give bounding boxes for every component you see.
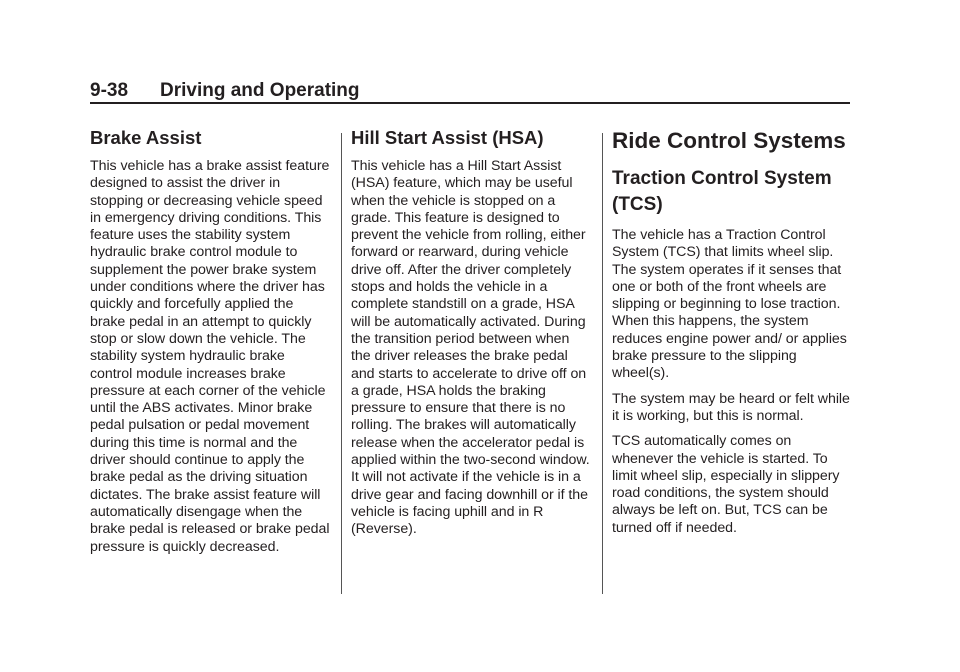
running-section-title: Driving and Operating xyxy=(160,80,360,101)
column-divider xyxy=(341,133,342,594)
paragraph: TCS automatically comes on whenever the vehicle is started. To limit wheel slip, especially in slippery road conditions, the system should always be left on. But, TCS can be turned off if needed. xyxy=(612,433,840,536)
column-divider xyxy=(602,133,603,594)
header-rule xyxy=(90,102,850,104)
heading-traction-control-system: Traction Control System (TCS) xyxy=(612,168,832,215)
paragraph: The vehicle has a Traction Control System (TCS) that limits wheel slip. The system operates if it senses that one or both of the front wheels are slipping or beginning to lose traction. When this happens, the system reduces engine power and/ or applies brake pressure to the slipping wheel(s). xyxy=(612,227,847,382)
column-hill-start-assist xyxy=(351,127,591,547)
paragraph: The system may be heard or felt while it is working, but this is normal. xyxy=(612,390,850,424)
page-number: 9-38 xyxy=(90,80,129,101)
column-ride-control xyxy=(612,127,852,545)
paragraph: This vehicle has a Hill Start Assist (HSA) feature, which may be useful when the vehicle is stopped on a grade. This feature is designed to prevent the vehicle from rolling, either forward or rearward, during vehicle drive off. After the driver completely stops and holds the vehicle in a complete standstill on a grade, HSA will be automatically activated. During the transition period between when the driver releases the brake pedal and starts to accelerate to drive off on a grade, HSA holds the braking pressure to ensure that there is no rolling. The brakes will automatically release when the accelerator pedal is applied within the two-second window. It will not activate if the vehicle is in a drive gear and facing downhill or if the vehicle is facing uphill and in R (Reverse). xyxy=(351,158,590,538)
paragraph: This vehicle has a brake assist feature designed to assist the driver in stopping or decreasing vehicle speed in emergency driving conditions. This feature uses the stability system hydraulic brake control module to supplement the power brake system under conditions where the driver has quickly and forcefully applied the brake pedal in an attempt to quickly stop or slow down the vehicle. The stability system hydraulic brake control module increases brake pressure at each corner of the vehicle until the ABS activates. Minor brake pedal pulsation or pedal movement during this time is normal and the driver should continue to apply the brake pedal as the driving situation dictates. The brake assist feature will automatically disengage when the brake pedal is released or brake pedal pressure is quickly decreased. xyxy=(90,158,330,555)
heading-ride-control-systems: Ride Control Systems xyxy=(612,128,846,153)
heading-brake-assist: Brake Assist xyxy=(90,127,202,148)
heading-hill-start-assist: Hill Start Assist (HSA) xyxy=(351,127,544,148)
column-brake-assist xyxy=(90,127,330,564)
